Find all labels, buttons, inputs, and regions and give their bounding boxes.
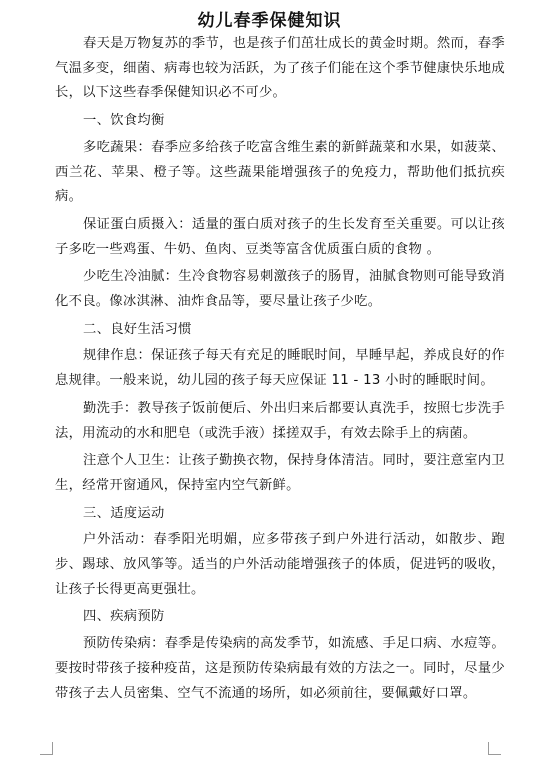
paragraph-protein: 保证蛋白质摄入：适量的蛋白质对孩子的生长发育至关重要。可以让孩子多吃一些鸡蛋、牛奶、鱼肉、豆类等富含优质蛋白质的食物 。 xyxy=(55,216,505,257)
section-heading-habits: 二、良好生活习惯 xyxy=(83,321,192,337)
section-heading-exercise: 三、适度运动 xyxy=(83,505,165,521)
paragraph-routine: 规律作息：保证孩子每天有充足的睡眠时间，早睡早起，养成良好的作息规律。一般来说，幼儿园的孩子每天应保证 11 - 13 小时的睡眠时间。 xyxy=(55,348,505,389)
intro-paragraph: 春天是万物复苏的季节，也是孩子们茁壮成长的黄金时期。然而，春季气温多变，细菌、病毒也较为活跃，为了孩子们能在这个季节健康快乐地成长，以下这些春季保健知识必不可少。 xyxy=(55,36,505,101)
document-title: 幼儿春季保健知识 xyxy=(197,11,342,31)
paragraph-cold-greasy: 少吃生冷油腻：生冷食物容易刺激孩子的肠胃，油腻食物则可能导致消化不良。像冰淇淋、油炸食品等，要尽量让孩子少吃。 xyxy=(55,269,505,310)
page-corner-mark-right xyxy=(488,742,501,755)
page-corner-mark-left xyxy=(40,742,53,755)
paragraph-handwashing: 勤洗手：教导孩子饭前便后、外出归来后都要认真洗手，按照七步洗手法，用流动的水和肥皂（或洗手液）揉搓双手，有效去除手上的病菌。 xyxy=(55,400,505,441)
paragraph-outdoor: 户外活动：春季阳光明媚，应多带孩子到户外进行活动，如散步、跑步、踢球、放风筝等。适当的户外活动能增强孩子的体质，促进钙的吸收，让孩子长得更高更强壮。 xyxy=(55,532,505,597)
paragraph-vegetables: 多吃蔬果：春季应多给孩子吃富含维生素的新鲜蔬菜和水果，如菠菜、西兰花、苹果、橙子等。这些蔬果能增强孩子的免疫力，帮助他们抵抗疾病。 xyxy=(55,139,505,205)
paragraph-hygiene: 注意个人卫生：让孩子勤换衣物，保持身体清洁。同时，要注意室内卫生，经常开窗通风，保持室内空气新鲜。 xyxy=(55,453,505,493)
document-body xyxy=(55,32,505,709)
section-heading-prevention: 四、疾病预防 xyxy=(83,609,165,625)
section-heading-diet: 一、饮食均衡 xyxy=(83,113,165,129)
paragraph-infection: 预防传染病：春季是传染病的高发季节，如流感、手足口病、水痘等。要按时带孩子接种疫苗，这是预防传染病最有效的方法之一。同时，尽量少带孩子去人员密集、空气不流通的场所，如必须前往，要佩戴好口罩。 xyxy=(55,636,505,701)
